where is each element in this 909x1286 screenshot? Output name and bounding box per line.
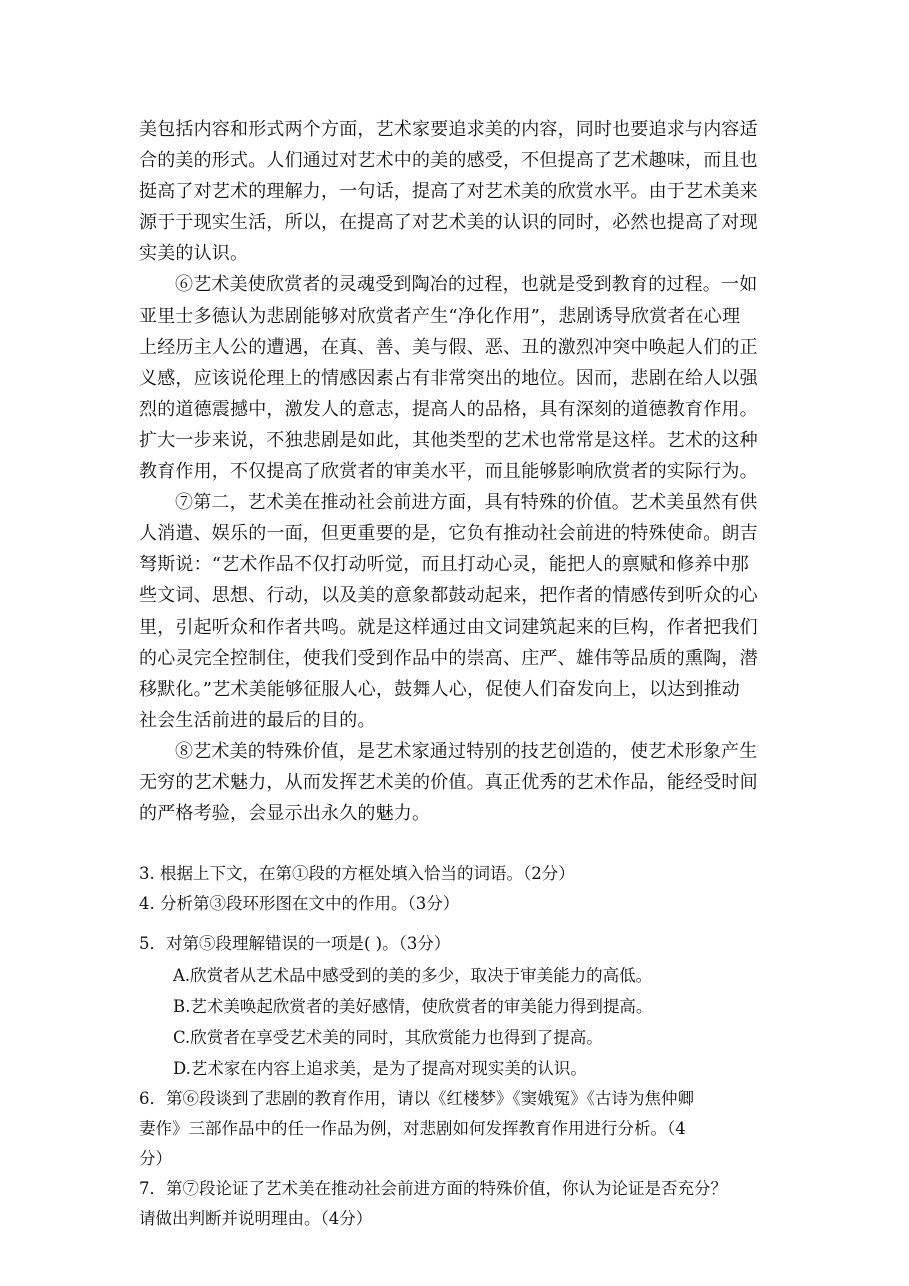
paragraph-8 [139,736,794,829]
text-line: 实美的认识。 [139,243,249,265]
questions-section [139,859,794,1234]
text-line: 无穷的艺术魅力，从而发挥艺术美的价值。真正优秀的艺术作品，能经受时间 [139,771,758,793]
paragraph-7 [139,487,794,736]
text-line: 的严格考验，会显示出永久的魅力。 [139,803,431,825]
text-line: ⑦第二，艺术美在推动社会前进方面，具有特殊的价值。艺术美虽然有供 [175,492,758,514]
text-line: 社会生活前进的最后的目的。 [139,709,376,731]
text-line: 里，引起听众和作者共鸣。就是这样通过由文词建筑起来的巨构，作者把我们 [139,616,758,638]
text-line: ⑥艺术美使欣赏者的灵魂受到陶冶的过程，也就是受到教育的过程。一如 [175,274,758,296]
text-line: 些文词、思想、行动，以及美的意象都鼓动起来，把作者的情感传到听众的心 [139,585,758,607]
question-7 [139,1174,794,1234]
text-line: 教育作用，不仅提高了欣赏者的审美水平，而且能够影响欣赏者的实际行为。 [139,461,758,483]
text-line: 合的美的形式。人们通过对艺术中的美的感受，不但提高了艺术趣味，而且也 [139,150,758,172]
paragraph-5-continued [139,114,794,269]
question-line: 请做出判断并说明理由。（4分） [139,1209,373,1229]
text-line: ⑧艺术美的特殊价值，是艺术家通过特别的技艺创造的，使艺术形象产生 [175,740,758,762]
paragraph-6 [139,269,794,487]
text-line: 源于于现实生活，所以，在提高了对艺术美的认识的同时，必然也提高了对现 [139,212,758,234]
option-d: D.艺术家在内容上追求美，是为了提高对现实美的认识。 [173,1059,587,1079]
text-line: 上经历主人公的遭遇，在真、善、美与假、恶、丑的激烈冲突中唤起人们的正 [139,336,758,358]
text-line: 义感，应该说伦理上的情感因素占有非常突出的地位。因而，悲剧在给人以强 [139,367,758,389]
text-line: 人消遣、娱乐的一面，但更重要的是，它负有推动社会前进的特殊使命。朗吉 [139,523,758,545]
question-5: 5．对第⑤段理解错误的一项是( )。（3分） [139,934,451,954]
question-line: 妻作》三部作品中的任一作品为例，对悲剧如何发挥教育作用进行分析。（4 [139,1119,686,1139]
question-line: 6．第⑥段谈到了悲剧的教育作用，请以《红楼梦》《窦娥冤》《古诗为焦仲卿 [139,1089,694,1109]
text-line: 亚里士多德认为悲剧能够对欣赏者产生“净化作用”，悲剧诱导欣赏者在心理 [139,305,741,327]
question-4: 4. 分析第③段环形图在文中的作用。（3分） [139,894,460,914]
question-line: 7．第⑦段论证了艺术美在推动社会前进方面的特殊价值，你认为论证是否充分？ [139,1179,727,1199]
option-a: A.欣赏者从艺术品中感受到的美的多少，取决于审美能力的高低。 [173,966,653,986]
text-line: 扩大一步来说，不独悲剧是如此，其他类型的艺术也常常是这样。艺术的这种 [139,429,758,451]
text-line: 烈的道德震撼中，激发人的意志，提高人的品格，具有深刻的道德教育作用。 [139,398,758,420]
question-5-options [139,960,794,1084]
question-6 [139,1084,794,1174]
text-line: 弩斯说：“艺术作品不仅打动听觉，而且打动心灵，能把人的禀赋和修养中那 [139,554,749,576]
question-3: 3. 根据上下文，在第①段的方框处填入恰当的词语。（2分） [139,864,575,884]
question-line: 分） [139,1149,172,1169]
exam-page [139,114,794,1234]
text-line: 移默化。”艺术美能够征服人心，鼓舞人心，促使人们奋发向上，以达到推动 [139,678,740,700]
option-b: B.艺术美唤起欣赏者的美好感情，使欣赏者的审美能力得到提高。 [173,997,653,1017]
option-c: C.欣赏者在享受艺术美的同时，其欣赏能力也得到了提高。 [173,1028,603,1048]
text-line: 挺高了对艺术的理解力，一句话，提高了对艺术美的欣赏水平。由于艺术美来 [139,181,758,203]
text-line: 美包括内容和形式两个方面，艺术家要追求美的内容，同时也要追求与内容适 [139,119,758,140]
text-line: 的心灵完全控制住，使我们受到作品中的崇高、庄严、雄伟等品质的熏陶，潜 [139,647,758,669]
